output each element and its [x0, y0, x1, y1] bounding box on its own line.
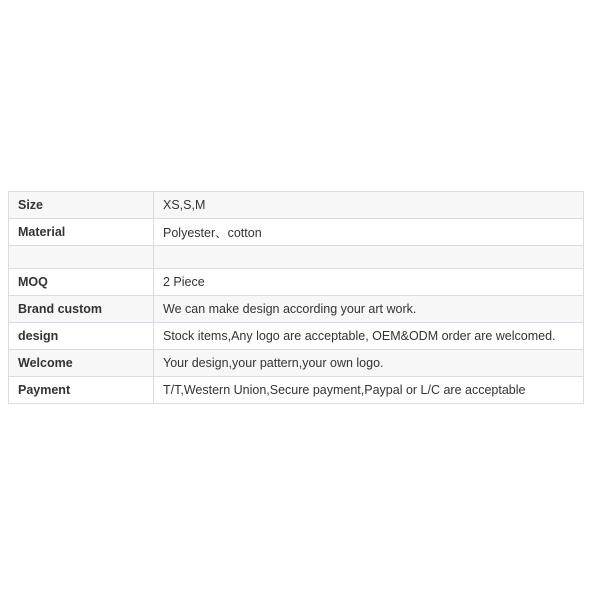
row-label: Payment [9, 377, 154, 404]
row-label: design [9, 323, 154, 350]
row-value [154, 246, 584, 269]
product-spec-table [8, 191, 584, 404]
table-row [9, 269, 584, 296]
table-row [9, 350, 584, 377]
row-value: Polyester、cotton [154, 219, 584, 246]
row-value: Your design,your pattern,your own logo. [154, 350, 584, 377]
table-row [9, 323, 584, 350]
table-row-empty [9, 246, 584, 269]
row-label: Material [9, 219, 154, 246]
row-label: Welcome [9, 350, 154, 377]
row-label: Brand custom [9, 296, 154, 323]
table-row [9, 377, 584, 404]
row-value: We can make design according your art work. [154, 296, 584, 323]
row-value: T/T,Western Union,Secure payment,Paypal or L/C are acceptable [154, 377, 584, 404]
row-label [9, 246, 154, 269]
row-value: 2 Piece [154, 269, 584, 296]
row-label: Size [9, 192, 154, 219]
table-row [9, 192, 584, 219]
row-value: Stock items,Any logo are acceptable, OEM&ODM order are welcomed. [154, 323, 584, 350]
row-label: MOQ [9, 269, 154, 296]
table-row [9, 219, 584, 246]
row-value: XS,S,M [154, 192, 584, 219]
table-row [9, 296, 584, 323]
